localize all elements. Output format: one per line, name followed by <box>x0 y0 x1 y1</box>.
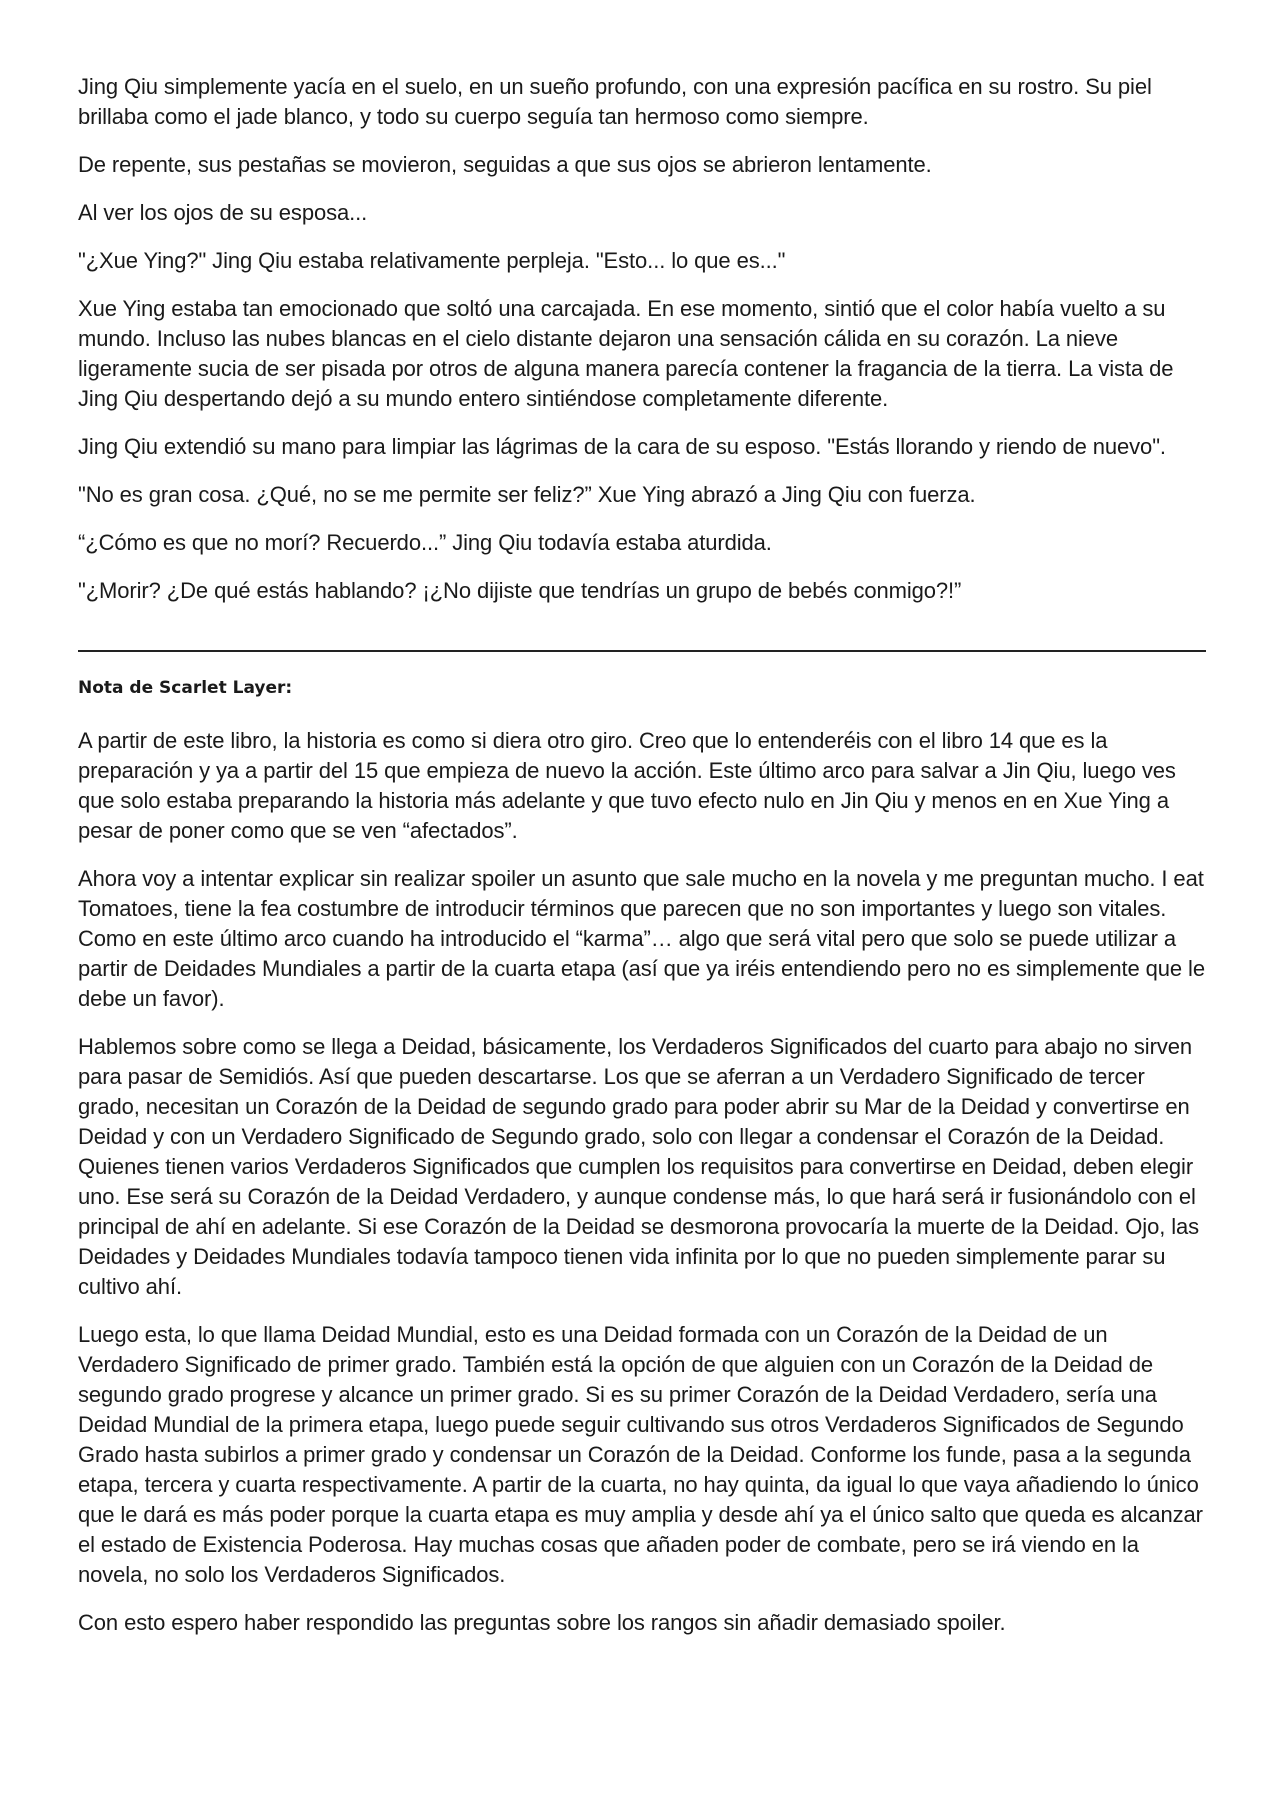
story-paragraph: Jing Qiu simplemente yacía en el suelo, en un sueño profundo, con una expresión pacífica en su rostro. Su piel brillaba como el jade blanco, y todo su cuerpo seguía tan hermoso como siempre. <box>78 74 1152 129</box>
translator-note-section <box>78 676 1206 1638</box>
note-title: Nota de Scarlet Layer: <box>78 678 293 698</box>
story-paragraph: Xue Ying estaba tan emocionado que soltó una carcajada. En ese momento, sintió que el color había vuelto a su mundo. Incluso las nubes blancas en el cielo distante dejaron una sensación cálida en su corazón. La nieve ligeramente sucia de ser pisada por otros de alguna manera parecía contener la fragancia de la tierra. La vista de Jing Qiu despertando dejó a su mundo entero sintiéndose completamente diferente. <box>78 296 1174 411</box>
story-paragraph: "¿Morir? ¿De qué estás hablando? ¡¿No dijiste que tendrías un grupo de bebés conmigo?!” <box>78 578 962 603</box>
story-paragraph: “¿Cómo es que no morí? Recuerdo...” Jing Qiu todavía estaba aturdida. <box>78 530 772 555</box>
story-paragraph: "¿Xue Ying?" Jing Qiu estaba relativamente perpleja. "Esto... lo que es..." <box>78 248 786 273</box>
note-paragraph: Luego esta, lo que llama Deidad Mundial, esto es una Deidad formada con un Corazón de la Deidad de un Verdadero Significado de primer grado. También está la opción de que alguien con un Corazón de la Deidad de segundo grado progrese y alcance un primer grado. Si es su primer Corazón de la Deidad Verdadero, sería una Deidad Mundial de la primera etapa, luego puede seguir cultivando sus otros Verdaderos Significados de Segundo Grado hasta subirlos a primer grado y condensar un Corazón de la Deidad. Conforme los funde, pasa a la segunda etapa, tercera y cuarta respectivamente. A partir de la cuarta, no hay quinta, da igual lo que vaya añadiendo lo único que le dará es más poder porque la cuarta etapa es muy amplia y desde ahí ya el único salto que queda es alcanzar el estado de Existencia Poderosa. Hay muchas cosas que añaden poder de combate, pero se irá viendo en la novela, no solo los Verdaderos Significados. <box>78 1322 1203 1587</box>
note-paragraph: Hablemos sobre como se llega a Deidad, básicamente, los Verdaderos Significados del cuarto para abajo no sirven para pasar de Semidiós. Así que pueden descartarse. Los que se aferran a un Verdadero Significado de tercer grado, necesitan un Corazón de la Deidad de segundo grado para poder abrir su Mar de la Deidad y convertirse en Deidad y con un Verdadero Significado de Segundo grado, solo con llegar a condensar el Corazón de la Deidad. Quienes tienen varios Verdaderos Significados que cumplen los requisitos para convertirse en Deidad, deben elegir uno. Ese será su Corazón de la Deidad Verdadero, y aunque condense más, lo que hará será ir fusionándolo con el principal de ahí en adelante. Si ese Corazón de la Deidad se desmorona provocaría la muerte de la Deidad. Ojo, las Deidades y Deidades Mundiales todavía tampoco tienen vida infinita por lo que no pueden simplemente parar su cultivo ahí. <box>78 1034 1200 1299</box>
story-paragraph: Al ver los ojos de su esposa... <box>78 200 368 225</box>
story-paragraph: De repente, sus pestañas se movieron, seguidas a que sus ojos se abrieron lentamente. <box>78 152 932 177</box>
story-section <box>78 72 1206 606</box>
document-page <box>78 72 1206 1656</box>
story-paragraph: Jing Qiu extendió su mano para limpiar las lágrimas de la cara de su esposo. "Estás llorando y riendo de nuevo". <box>78 434 1166 459</box>
note-paragraph: A partir de este libro, la historia es como si diera otro giro. Creo que lo entenderéis con el libro 14 que es la preparación y ya a partir del 15 que empieza de nuevo la acción. Este último arco para salvar a Jin Qiu, luego ves que solo estaba preparando la historia más adelante y que tuvo efecto nulo en Jin Qiu y menos en en Xue Ying a pesar de poner como que se ven “afectados”. <box>78 728 1176 843</box>
note-paragraph: Ahora voy a intentar explicar sin realizar spoiler un asunto que sale mucho en la novela y me preguntan mucho. I eat Tomatoes, tiene la fea costumbre de introducir términos que parecen que no son importantes y luego son vitales. Como en este último arco cuando ha introducido el “karma”… algo que será vital pero que solo se puede utilizar a partir de Deidades Mundiales a partir de la cuarta etapa (así que ya iréis entendiendo pero no es simplemente que le debe un favor). <box>78 866 1205 1011</box>
section-divider <box>78 650 1206 652</box>
story-paragraph: "No es gran cosa. ¿Qué, no se me permite ser feliz?” Xue Ying abrazó a Jing Qiu con fuerza. <box>78 482 976 507</box>
note-paragraph: Con esto espero haber respondido las preguntas sobre los rangos sin añadir demasiado spoiler. <box>78 1610 1006 1635</box>
